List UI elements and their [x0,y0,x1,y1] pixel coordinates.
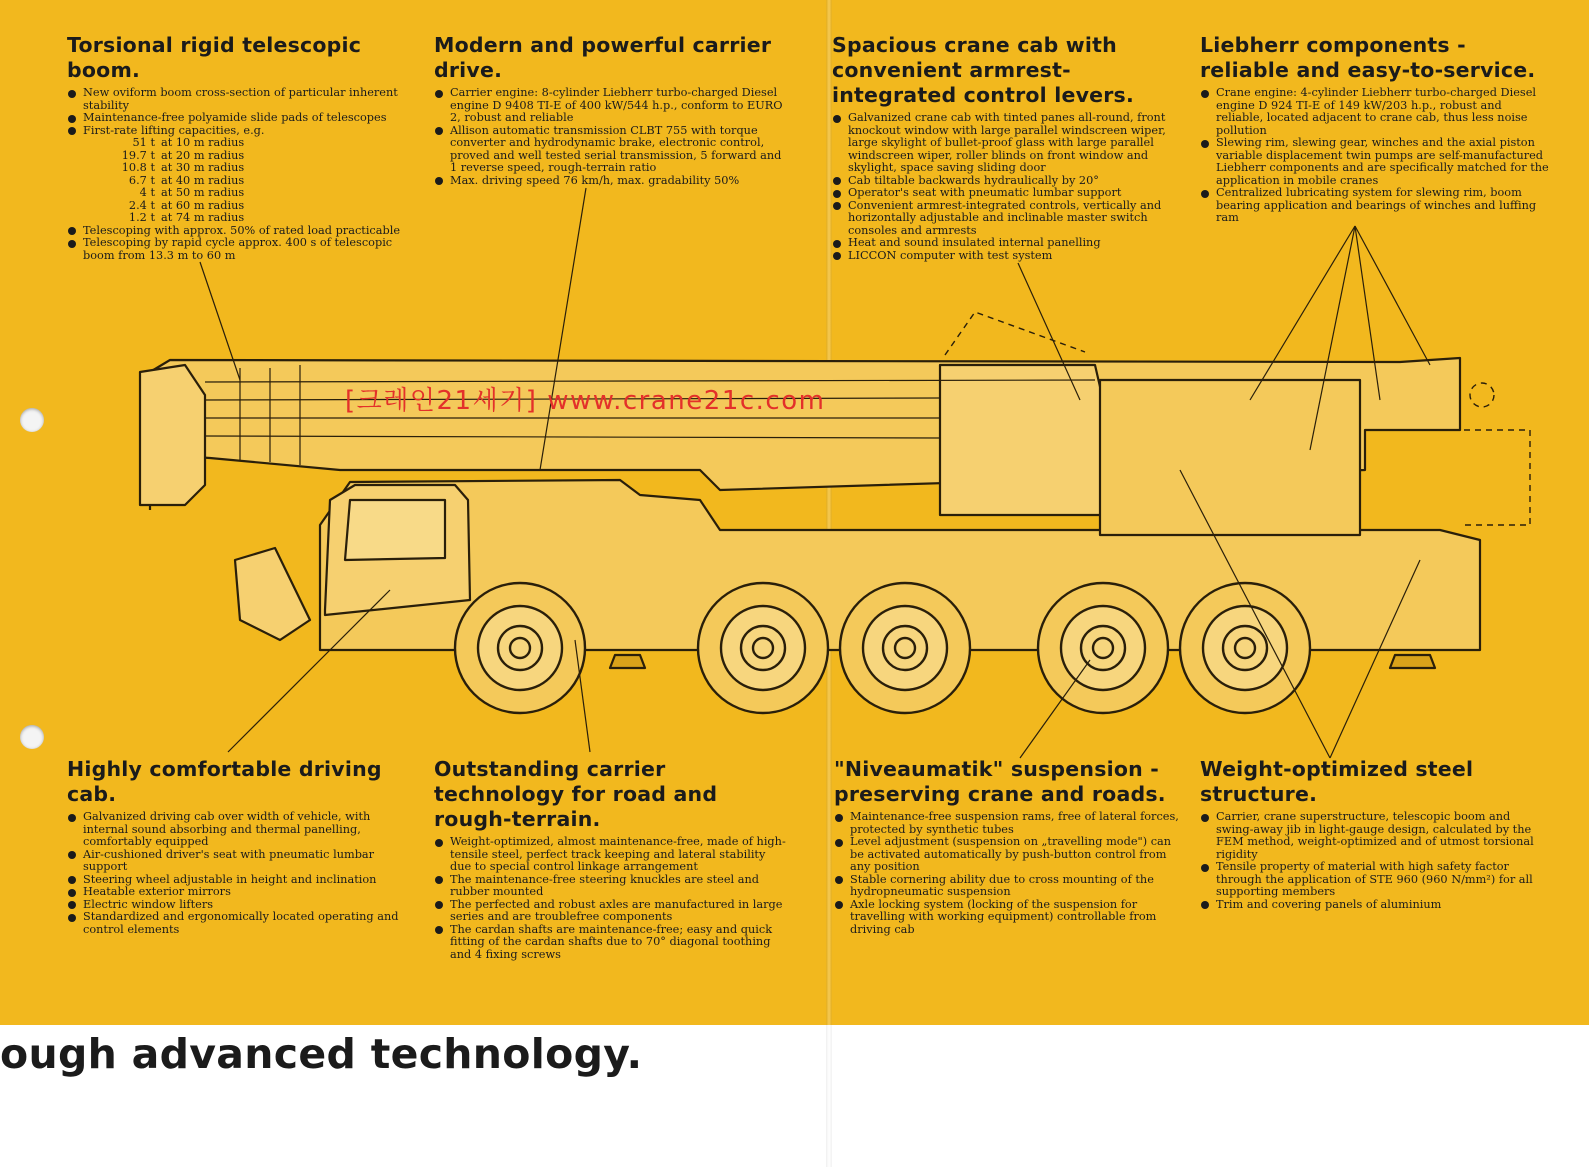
section-driving-cab [67,757,412,936]
bullet-item: Slewing rim, slewing gear, winches and the axial piston variable displacement twin pumps are self-manufactured Liebherr components and are specifically matched for the application in mobile cranes [1200,137,1550,187]
bullet-list [1200,87,1550,225]
bullet-item: Allison automatic transmission CLBT 755 with torque converter and hydrodynamic brake, electronic control, proved and well tested serial transmission, 5 forward and 1 reverse speed, rough-terrain ratio [434,125,789,175]
bullet-item: Telescoping by rapid cycle approx. 400 s of telescopic boom from 13.3 m to 60 m [67,237,427,262]
section-components [1200,33,1550,225]
bullet-list [434,836,789,961]
section-title: Outstanding carrier technology for road and rough-terrain. [434,757,718,831]
bullet-list [1200,811,1545,911]
bullet-item: Cab tiltable backwards hydraulically by 20° [832,175,1187,188]
bullet-item: Weight-optimized, almost maintenance-free, made of high-tensile steel, perfect track keeping and lateral stability due to special control linkage arrangement [434,836,789,874]
bullet-item: Maintenance-free polyamide slide pads of telescopes [67,112,427,125]
bullet-item: Telescoping with approx. 50% of rated load practicable [67,225,427,238]
bullet-list [67,225,427,263]
section-title: Weight-optimized steel structure. [1200,757,1474,806]
bullet-item: Heat and sound insulated internal panelling [832,237,1187,250]
bullet-item: LICCON computer with test system [832,250,1187,263]
bullet-item: Operator's seat with pneumatic lumbar support [832,187,1187,200]
capacity-row: 6.7 t at 40 m radius [128,173,245,187]
bullet-list [834,811,1184,936]
bullet-item: Carrier, crane superstructure, telescopic boom and swing-away jib in light-gauge design, calculated by the FEM method, weight-optimized and of utmost torsional rigidity [1200,811,1545,861]
bullet-item: Air-cushioned driver's seat with pneumatic lumbar support [67,849,412,874]
section-drive [434,33,789,187]
bullet-item: New oviform boom cross-section of particular inherent stability [67,87,427,112]
bullet-item: Stable cornering ability due to cross mounting of the hydropneumatic suspension [834,874,1184,899]
capacity-row: 1.2 t at 74 m radius [128,211,245,224]
bullet-item: Steering wheel adjustable in height and inclination [67,874,412,887]
section-crane-cab [832,33,1187,262]
capacity-row: 19.7 t at 20 m radius [121,148,245,162]
section-title: Highly comfortable driving cab. [67,757,382,806]
bullet-item: Trim and covering panels of aluminium [1200,899,1545,912]
bullet-list [832,112,1187,262]
section-title: Modern and powerful carrier drive. [434,33,772,82]
capacity-row: 2.4 t at 60 m radius [128,198,245,212]
section-title: Spacious crane cab with convenient armrest-integrated control levers. [832,33,1134,107]
bullet-item: The maintenance-free steering knuckles are steel and rubber mounted [434,874,789,899]
capacity-row: 51 t at 10 m radius [132,136,245,149]
watermark-text: [크레인21세기] www.crane21c.com [345,386,826,416]
bullet-item: Axle locking system (locking of the suspension for travelling with working equipment) controllable from driving cab [834,899,1184,937]
bullet-item: Crane engine: 4-cylinder Liebherr turbo-charged Diesel engine D 924 TI-E of 149 kW/203 h.p., robust and reliable, located adjacent to crane cab, thus less noise pollution [1200,87,1550,137]
bullet-item: The cardan shafts are maintenance-free; easy and quick fitting of the cardan shafts due to 70° diagonal toothing and 4 fixing screws [434,924,789,962]
headline: ough advanced technology. [0,1030,643,1078]
section-boom [67,33,427,262]
bullet-list [67,811,412,936]
section-suspension [834,757,1184,936]
section-carrier [434,757,789,961]
bullet-item: Carrier engine: 8-cylinder Liebherr turbo-charged Diesel engine D 9408 TI-E of 400 kW/544 h.p., conform to EURO 2, robust and reliable [434,87,789,125]
bullet-item: Tensile property of material with high safety factor through the application of STE 960 (960 N/mm²) for all supporting members [1200,861,1545,899]
capacity-table [67,137,427,225]
bullet-item: Galvanized driving cab over width of vehicle, with internal sound absorbing and thermal panelling, comfortably equipped [67,811,412,849]
section-title: "Niveaumatik" suspension - preserving crane and roads. [834,757,1166,806]
bullet-item: Standardized and ergonomically located operating and control elements [67,911,412,936]
bullet-item: Level adjustment (suspension on „travelling mode") can be activated automatically by push-button control from any position [834,836,1184,874]
bullet-item: First-rate lifting capacities, e.g. [67,125,427,138]
bullet-item: Centralized lubricating system for slewing rim, boom bearing application and bearings of winches and luffing ram [1200,187,1550,225]
bullet-list [67,87,427,137]
bullet-item: Maintenance-free suspension rams, free of lateral forces, protected by synthetic tubes [834,811,1184,836]
capacity-row: 10.8 t at 30 m radius [121,161,245,174]
capacity-row: 4 t at 50 m radius [139,186,245,199]
bullet-item: Max. driving speed 76 km/h, max. gradability 50% [434,175,789,188]
bullet-item: Electric window lifters [67,899,412,912]
bullet-item: Galvanized crane cab with tinted panes all-round, front knockout window with large parallel windscreen wiper, large skylight of bullet-proof glass with large parallel windscreen wiper, roller blinds on front window and skylight, space saving sliding door [832,112,1187,175]
section-title: Torsional rigid telescopic boom. [67,33,362,82]
bullet-item: The perfected and robust axles are manufactured in large series and are troublefree components [434,899,789,924]
bullet-list [434,87,789,187]
bullet-item: Convenient armrest-integrated controls, vertically and horizontally adjustable and inclinable master switch consoles and armrests [832,200,1187,238]
section-title: Liebherr components - reliable and easy-to-service. [1200,33,1536,82]
bullet-item: Heatable exterior mirrors [67,886,412,899]
section-steel [1200,757,1545,911]
